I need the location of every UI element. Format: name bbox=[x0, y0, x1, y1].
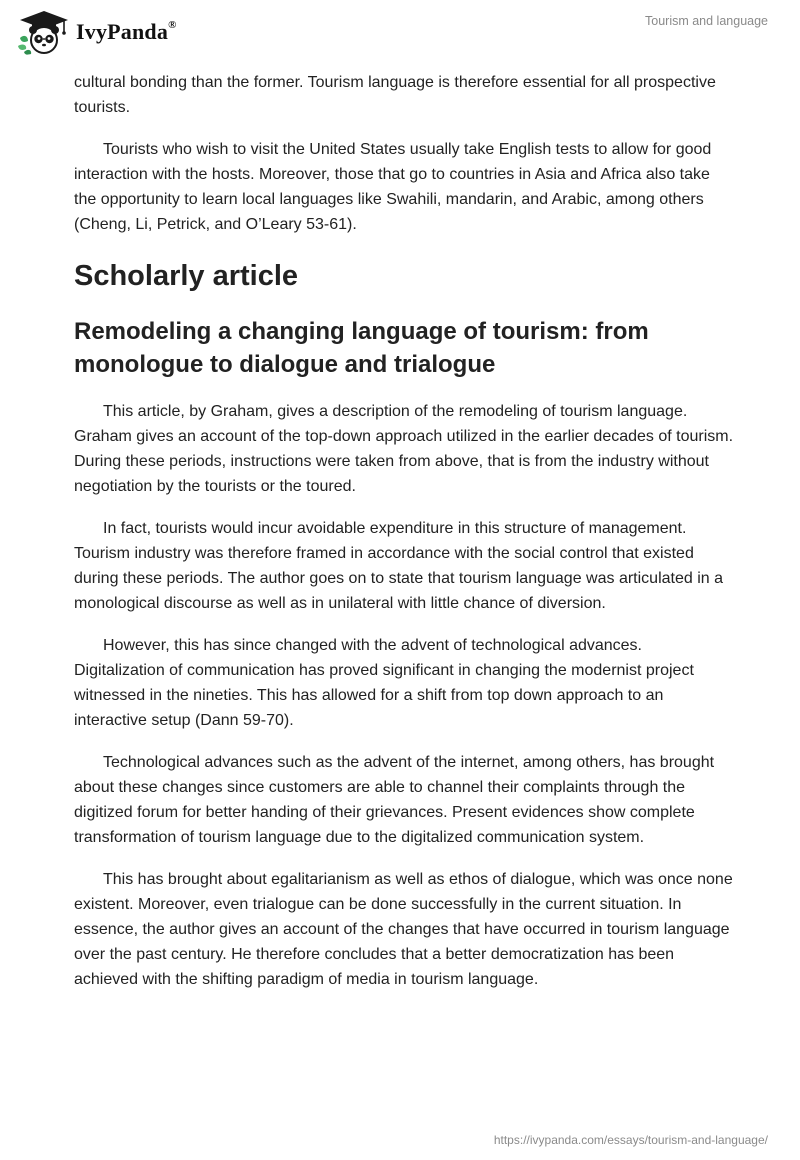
section-heading: Scholarly article bbox=[74, 260, 299, 292]
logo[interactable] bbox=[14, 6, 177, 58]
document-title: Tourism and language bbox=[645, 14, 768, 28]
paragraph: Technological advances such as the advent of the internet, among others, has brought about these changes since customers are able to channel their complaints through the digitized forum for better handing of their grievances. Present evidences show complete transformation of tourism language due to the digitalized communication system. bbox=[74, 754, 715, 846]
paragraph: This has brought about egalitarianism as well as ethos of dialogue, which was once none existent. Moreover, even trialogue can be done successfully in the current situation. In essence, the author gives an account of the changes that have occurred in tourism language over the past century. He therefore concludes that a better democratization has been achieved with the shifting paradigm of media in tourism language. bbox=[74, 871, 733, 988]
paragraph-intro: cultural bonding than the former. Tourism language is therefore essential for all prospective tourists. bbox=[74, 74, 716, 116]
essay-content bbox=[74, 70, 734, 1009]
paragraph: In fact, tourists would incur avoidable expenditure in this structure of management. Tourism industry was therefore framed in accordance with the social control that existed during these periods. The author goes on to state that tourism language was articulated in a monological discourse as well as in unilateral with little chance of diversion. bbox=[74, 520, 723, 612]
paragraph: However, this has since changed with the advent of technological advances. Digitalization of communication has proved significant in changing the modernist project witnessed in the nineties. This has allowed for a shift from top down approach to an interactive setup (Dann 59-70). bbox=[74, 637, 694, 729]
panda-graduate-icon bbox=[14, 8, 70, 56]
paragraph-tourists: Tourists who wish to visit the United States usually take English tests to allow for good interaction with the hosts. Moreover, those that go to countries in Asia and Africa also take the opportunity to learn local languages like Swahili, mandarin, and Arabic, among others (Cheng, Li, Petrick, and O’Leary 53-61). bbox=[74, 141, 712, 233]
page-header bbox=[0, 0, 800, 60]
article-title-heading: Remodeling a changing language of tourism: from monologue to dialogue and trialogue bbox=[74, 318, 649, 378]
paragraph: This article, by Graham, gives a description of the remodeling of tourism language. Graham gives an account of the top-down approach utilized in the earlier decades of tourism. During these periods, instructions were taken from above, that is from the industry without negotiation by the tourists or the toured. bbox=[74, 403, 734, 495]
brand-name: IvyPanda® bbox=[76, 18, 177, 44]
trademark-symbol: ® bbox=[168, 18, 177, 31]
source-url[interactable]: https://ivypanda.com/essays/tourism-and-language/ bbox=[493, 1133, 768, 1147]
